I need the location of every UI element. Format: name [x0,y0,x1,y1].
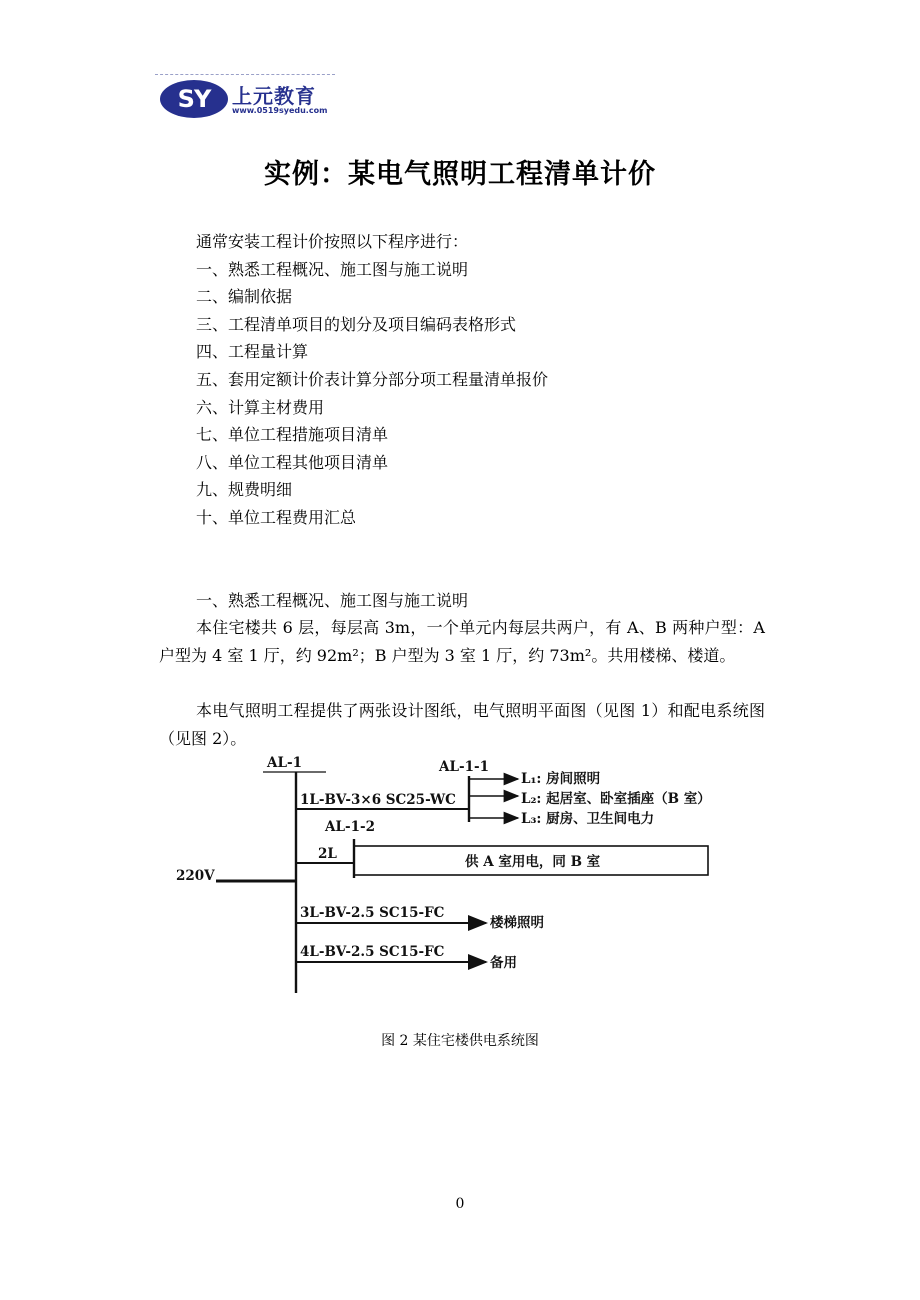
logo-url: www.0519syedu.com [232,106,328,115]
procedure-step: 五、套用定额计价表计算分部分项工程量清单报价 [196,369,549,389]
label-al-1-2: AL-1-2 [325,819,375,835]
procedure-step: 一、熟悉工程概况、施工图与施工说明 [196,259,469,279]
paragraph-overview: 本住宅楼共 6 层，每层高 3m，一个单元内每层共两户，有 A、B 两种户型：A 户型为 4 室 1 厅，约 92m²；B 户型为 3 室 1 厅，约 73m²。共用楼梯、楼道。 [159,618,765,665]
label-al-1-1: AL-1-1 [439,759,489,775]
section-heading: 一、熟悉工程概况、施工图与施工说明 [196,591,469,610]
label-l2: L₂: 起居室、卧室插座（B 室） [521,791,711,807]
label-circuit-2: 2L [318,846,337,862]
figure-caption: 图 2 某住宅楼供电系统图 [381,1033,539,1049]
procedure-step: 七、单位工程措施项目清单 [196,425,389,445]
procedure-step: 四、工程量计算 [196,342,309,362]
diagram-svg [160,750,740,1000]
procedure-step: 八、单位工程其他项目清单 [196,452,389,472]
procedure-list [196,228,548,532]
label-al-1: AL-1 [267,755,302,771]
label-l3: L₃: 厨房、卫生间电力 [521,811,655,827]
procedure-step: 十、单位工程费用汇总 [196,507,357,527]
logo-name: 上元教育 [232,84,316,108]
label-circuit-3: 3L-BV-2.5 SC15-FC [300,905,445,921]
power-supply-diagram [160,750,740,1004]
procedure-intro: 通常安装工程计价按照以下程序进行： [196,232,469,251]
label-circuit-4: 4L-BV-2.5 SC15-FC [300,944,445,960]
logo-mark: SY [160,80,228,118]
paragraph-drawings: 本电气照明工程提供了两张设计图纸，电气照明平面图（见图 1）和配电系统图（见图 2）。 [159,701,765,748]
procedure-step: 九、规费明细 [196,480,293,500]
label-circuit-4-desc: 备用 [490,955,517,971]
procedure-step: 六、计算主材费用 [196,397,325,417]
header-rule [155,74,335,75]
procedure-step: 二、编制依据 [196,287,293,307]
label-l1: L₁: 房间照明 [521,771,601,787]
page-title: 实例：某电气照明工程清单计价 [264,159,656,190]
label-circuit-1: 1L-BV-3×6 SC25-WC [300,792,456,808]
label-supply: 220V [176,868,215,884]
label-circuit-3-desc: 楼梯照明 [490,915,544,931]
label-circuit-2-desc: 供 A 室用电，同 B 室 [465,854,601,870]
page-number: 0 [455,1196,465,1212]
procedure-step: 三、工程清单项目的划分及项目编码表格形式 [196,314,517,334]
